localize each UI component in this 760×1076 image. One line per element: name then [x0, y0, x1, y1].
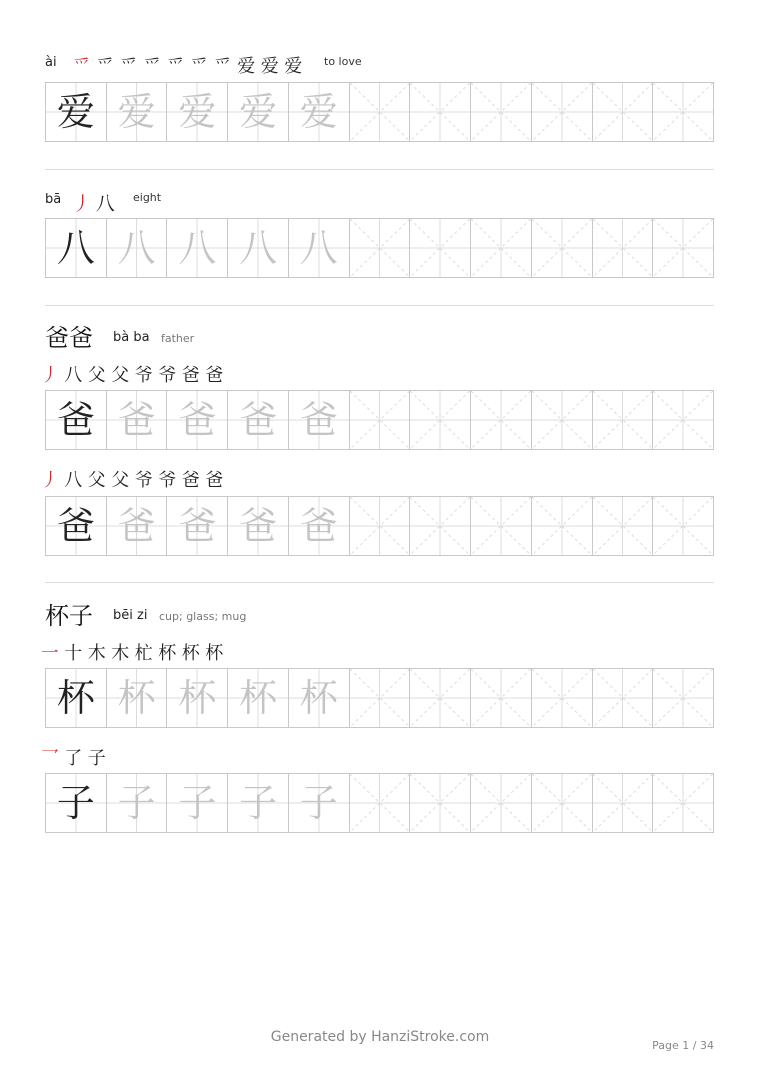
model-cell — [46, 669, 107, 727]
diagonal-guides — [532, 774, 592, 832]
stroke-step: 丿 — [72, 193, 92, 215]
practice-grid-bei — [45, 668, 714, 728]
diagonal-guides — [593, 497, 653, 555]
diagonal-guides — [653, 774, 713, 832]
practice-cell — [471, 391, 532, 449]
pinyin-ba: bā — [45, 192, 62, 207]
practice-cell — [350, 497, 411, 555]
model-cell — [46, 391, 107, 449]
diagonal-guides — [350, 83, 410, 141]
stroke-step: 乛 — [40, 748, 59, 769]
stroke-step: 爫 — [166, 56, 185, 77]
stroke-step: 爷 — [134, 365, 153, 386]
practice-cell — [471, 83, 532, 141]
diagonal-guides — [410, 669, 470, 727]
practice-grid-ba — [45, 218, 714, 278]
trace-character: 爱 — [117, 90, 156, 134]
stroke-step: 爷 — [158, 365, 177, 386]
practice-cell — [350, 83, 411, 141]
trace-character: 爸 — [299, 504, 338, 548]
page-number: Page 1 / 34 — [652, 1039, 714, 1052]
practice-cell — [532, 669, 593, 727]
trace-cell — [289, 83, 350, 141]
stroke-step: 父 — [87, 470, 106, 491]
diagonal-guides — [350, 497, 410, 555]
stroke-step: 木 — [87, 643, 106, 664]
diagonal-guides — [471, 497, 531, 555]
stroke-step: 八 — [95, 193, 115, 215]
practice-cell — [653, 669, 713, 727]
trace-cell — [167, 83, 228, 141]
practice-cell — [532, 391, 593, 449]
diagonal-guides — [593, 669, 653, 727]
stroke-step: 丿 — [40, 470, 59, 491]
diagonal-guides — [471, 83, 531, 141]
stroke-step: 子 — [87, 748, 106, 769]
stroke-step: 杯 — [205, 643, 224, 664]
pinyin-beizi: bēi zi — [113, 608, 148, 623]
trace-character: 子 — [239, 781, 278, 825]
diagonal-guides — [350, 669, 410, 727]
practice-cell — [593, 774, 654, 832]
stroke-sequence-ba — [70, 189, 117, 216]
practice-cell — [653, 219, 713, 277]
practice-cell — [410, 391, 471, 449]
practice-cell — [410, 669, 471, 727]
diagonal-guides — [410, 83, 470, 141]
diagonal-guides — [593, 83, 653, 141]
trace-cell — [228, 497, 289, 555]
stroke-step: 杯 — [158, 643, 177, 664]
diagonal-guides — [532, 497, 592, 555]
practice-cell — [471, 219, 532, 277]
trace-character: 杯 — [117, 676, 156, 720]
trace-character: 爱 — [299, 90, 338, 134]
diagonal-guides — [471, 391, 531, 449]
practice-cell — [410, 219, 471, 277]
practice-cell — [471, 669, 532, 727]
model-character: 爱 — [56, 90, 95, 134]
stroke-step: 了 — [64, 748, 83, 769]
trace-character: 杯 — [178, 676, 217, 720]
trace-character: 爱 — [239, 90, 278, 134]
diagonal-guides — [471, 774, 531, 832]
stroke-step: 父 — [111, 470, 130, 491]
trace-cell — [289, 391, 350, 449]
practice-cell — [532, 83, 593, 141]
word-baba: 爸爸 — [45, 324, 93, 352]
trace-cell — [228, 83, 289, 141]
diagonal-guides — [653, 669, 713, 727]
practice-grid-ba4-2 — [45, 496, 714, 556]
stroke-step: 杯 — [181, 643, 200, 664]
diagonal-guides — [410, 391, 470, 449]
trace-cell — [289, 497, 350, 555]
trace-cell — [167, 391, 228, 449]
stroke-step: 爸 — [181, 365, 200, 386]
practice-cell — [471, 774, 532, 832]
trace-cell — [107, 83, 168, 141]
practice-cell — [532, 497, 593, 555]
practice-cell — [593, 391, 654, 449]
diagonal-guides — [410, 774, 470, 832]
trace-cell — [167, 219, 228, 277]
practice-cell — [653, 497, 713, 555]
trace-character: 爸 — [299, 398, 338, 442]
meaning-beizi: cup; glass; mug — [159, 610, 247, 623]
trace-cell — [107, 497, 168, 555]
practice-cell — [593, 219, 654, 277]
stroke-sequence-ai — [70, 52, 305, 78]
practice-grid-ba4-1 — [45, 390, 714, 450]
diagonal-guides — [350, 219, 410, 277]
stroke-step: 爸 — [181, 470, 200, 491]
practice-cell — [410, 83, 471, 141]
pinyin-ai: ài — [45, 55, 57, 70]
model-cell — [46, 774, 107, 832]
trace-character: 爸 — [178, 504, 217, 548]
stroke-step: 爫 — [119, 56, 138, 77]
diagonal-guides — [593, 774, 653, 832]
trace-cell — [167, 497, 228, 555]
stroke-sequence-bei — [38, 639, 226, 665]
practice-cell — [410, 497, 471, 555]
diagonal-guides — [350, 774, 410, 832]
practice-cell — [593, 669, 654, 727]
word-beizi: 杯子 — [45, 602, 93, 630]
diagonal-guides — [532, 669, 592, 727]
stroke-step: 一 — [40, 643, 59, 664]
stroke-step: 爫 — [190, 56, 209, 77]
trace-cell — [107, 391, 168, 449]
trace-cell — [289, 669, 350, 727]
diagonal-guides — [350, 391, 410, 449]
trace-character: 杯 — [299, 676, 338, 720]
diagonal-guides — [471, 219, 531, 277]
trace-character: 子 — [117, 781, 156, 825]
trace-cell — [228, 669, 289, 727]
stroke-step: 父 — [111, 365, 130, 386]
stroke-step: 父 — [87, 365, 106, 386]
trace-character: 杯 — [239, 676, 278, 720]
stroke-step: 八 — [64, 470, 83, 491]
pinyin-baba: bà ba — [113, 330, 150, 345]
meaning-baba: father — [161, 332, 195, 345]
stroke-sequence-ba4-1 — [38, 361, 226, 387]
practice-cell — [350, 219, 411, 277]
trace-cell — [289, 219, 350, 277]
model-cell — [46, 83, 107, 141]
diagonal-guides — [410, 219, 470, 277]
practice-cell — [653, 83, 713, 141]
stroke-step: 爱 — [237, 56, 256, 77]
practice-grid-zi — [45, 773, 714, 833]
trace-character: 八 — [117, 226, 156, 270]
practice-cell — [593, 83, 654, 141]
diagonal-guides — [593, 391, 653, 449]
diagonal-guides — [593, 219, 653, 277]
stroke-step: 爱 — [260, 56, 279, 77]
stroke-step: 爷 — [134, 470, 153, 491]
practice-cell — [653, 391, 713, 449]
trace-character: 爸 — [178, 398, 217, 442]
footer-credit: Generated by HanziStroke.com — [270, 1029, 490, 1045]
diagonal-guides — [532, 83, 592, 141]
diagonal-guides — [653, 219, 713, 277]
stroke-step: 爫 — [213, 56, 232, 77]
divider — [45, 582, 714, 583]
stroke-step: 八 — [64, 365, 83, 386]
trace-cell — [228, 391, 289, 449]
trace-cell — [107, 669, 168, 727]
trace-character: 八 — [299, 226, 338, 270]
practice-cell — [593, 497, 654, 555]
trace-character: 爸 — [117, 398, 156, 442]
practice-cell — [532, 219, 593, 277]
stroke-step: 木 — [111, 643, 130, 664]
practice-cell — [532, 774, 593, 832]
stroke-step: 丿 — [40, 365, 59, 386]
stroke-step: 爫 — [72, 56, 91, 77]
divider — [45, 305, 714, 306]
diagonal-guides — [471, 669, 531, 727]
model-character: 爸 — [56, 504, 95, 548]
meaning-ba: eight — [133, 191, 162, 204]
trace-character: 爱 — [178, 90, 217, 134]
stroke-step: 爷 — [158, 470, 177, 491]
trace-cell — [107, 219, 168, 277]
trace-character: 子 — [299, 781, 338, 825]
diagonal-guides — [410, 497, 470, 555]
trace-character: 爸 — [117, 504, 156, 548]
meaning-ai: to love — [324, 55, 362, 68]
model-cell — [46, 219, 107, 277]
stroke-step: 爫 — [96, 56, 115, 77]
trace-cell — [167, 774, 228, 832]
diagonal-guides — [532, 219, 592, 277]
practice-cell — [350, 391, 411, 449]
trace-cell — [167, 669, 228, 727]
diagonal-guides — [653, 497, 713, 555]
diagonal-guides — [653, 83, 713, 141]
practice-cell — [653, 774, 713, 832]
stroke-step: 十 — [64, 643, 83, 664]
stroke-sequence-zi — [38, 744, 109, 770]
trace-character: 爸 — [239, 504, 278, 548]
trace-character: 八 — [178, 226, 217, 270]
trace-cell — [289, 774, 350, 832]
stroke-step: 爸 — [205, 365, 224, 386]
trace-cell — [228, 219, 289, 277]
practice-grid-ai — [45, 82, 714, 142]
model-character: 八 — [56, 226, 95, 270]
stroke-step: 爫 — [143, 56, 162, 77]
trace-character: 爸 — [239, 398, 278, 442]
trace-character: 八 — [239, 226, 278, 270]
model-cell — [46, 497, 107, 555]
practice-cell — [410, 774, 471, 832]
practice-cell — [350, 774, 411, 832]
trace-character: 子 — [178, 781, 217, 825]
divider — [45, 169, 714, 170]
stroke-step: 杧 — [134, 643, 153, 664]
stroke-sequence-ba4-2 — [38, 466, 226, 492]
stroke-step: 爸 — [205, 470, 224, 491]
stroke-step: 爱 — [284, 56, 303, 77]
practice-cell — [350, 669, 411, 727]
model-character: 杯 — [56, 676, 95, 720]
diagonal-guides — [532, 391, 592, 449]
practice-cell — [471, 497, 532, 555]
trace-cell — [228, 774, 289, 832]
model-character: 子 — [56, 781, 95, 825]
model-character: 爸 — [56, 398, 95, 442]
diagonal-guides — [653, 391, 713, 449]
trace-cell — [107, 774, 168, 832]
